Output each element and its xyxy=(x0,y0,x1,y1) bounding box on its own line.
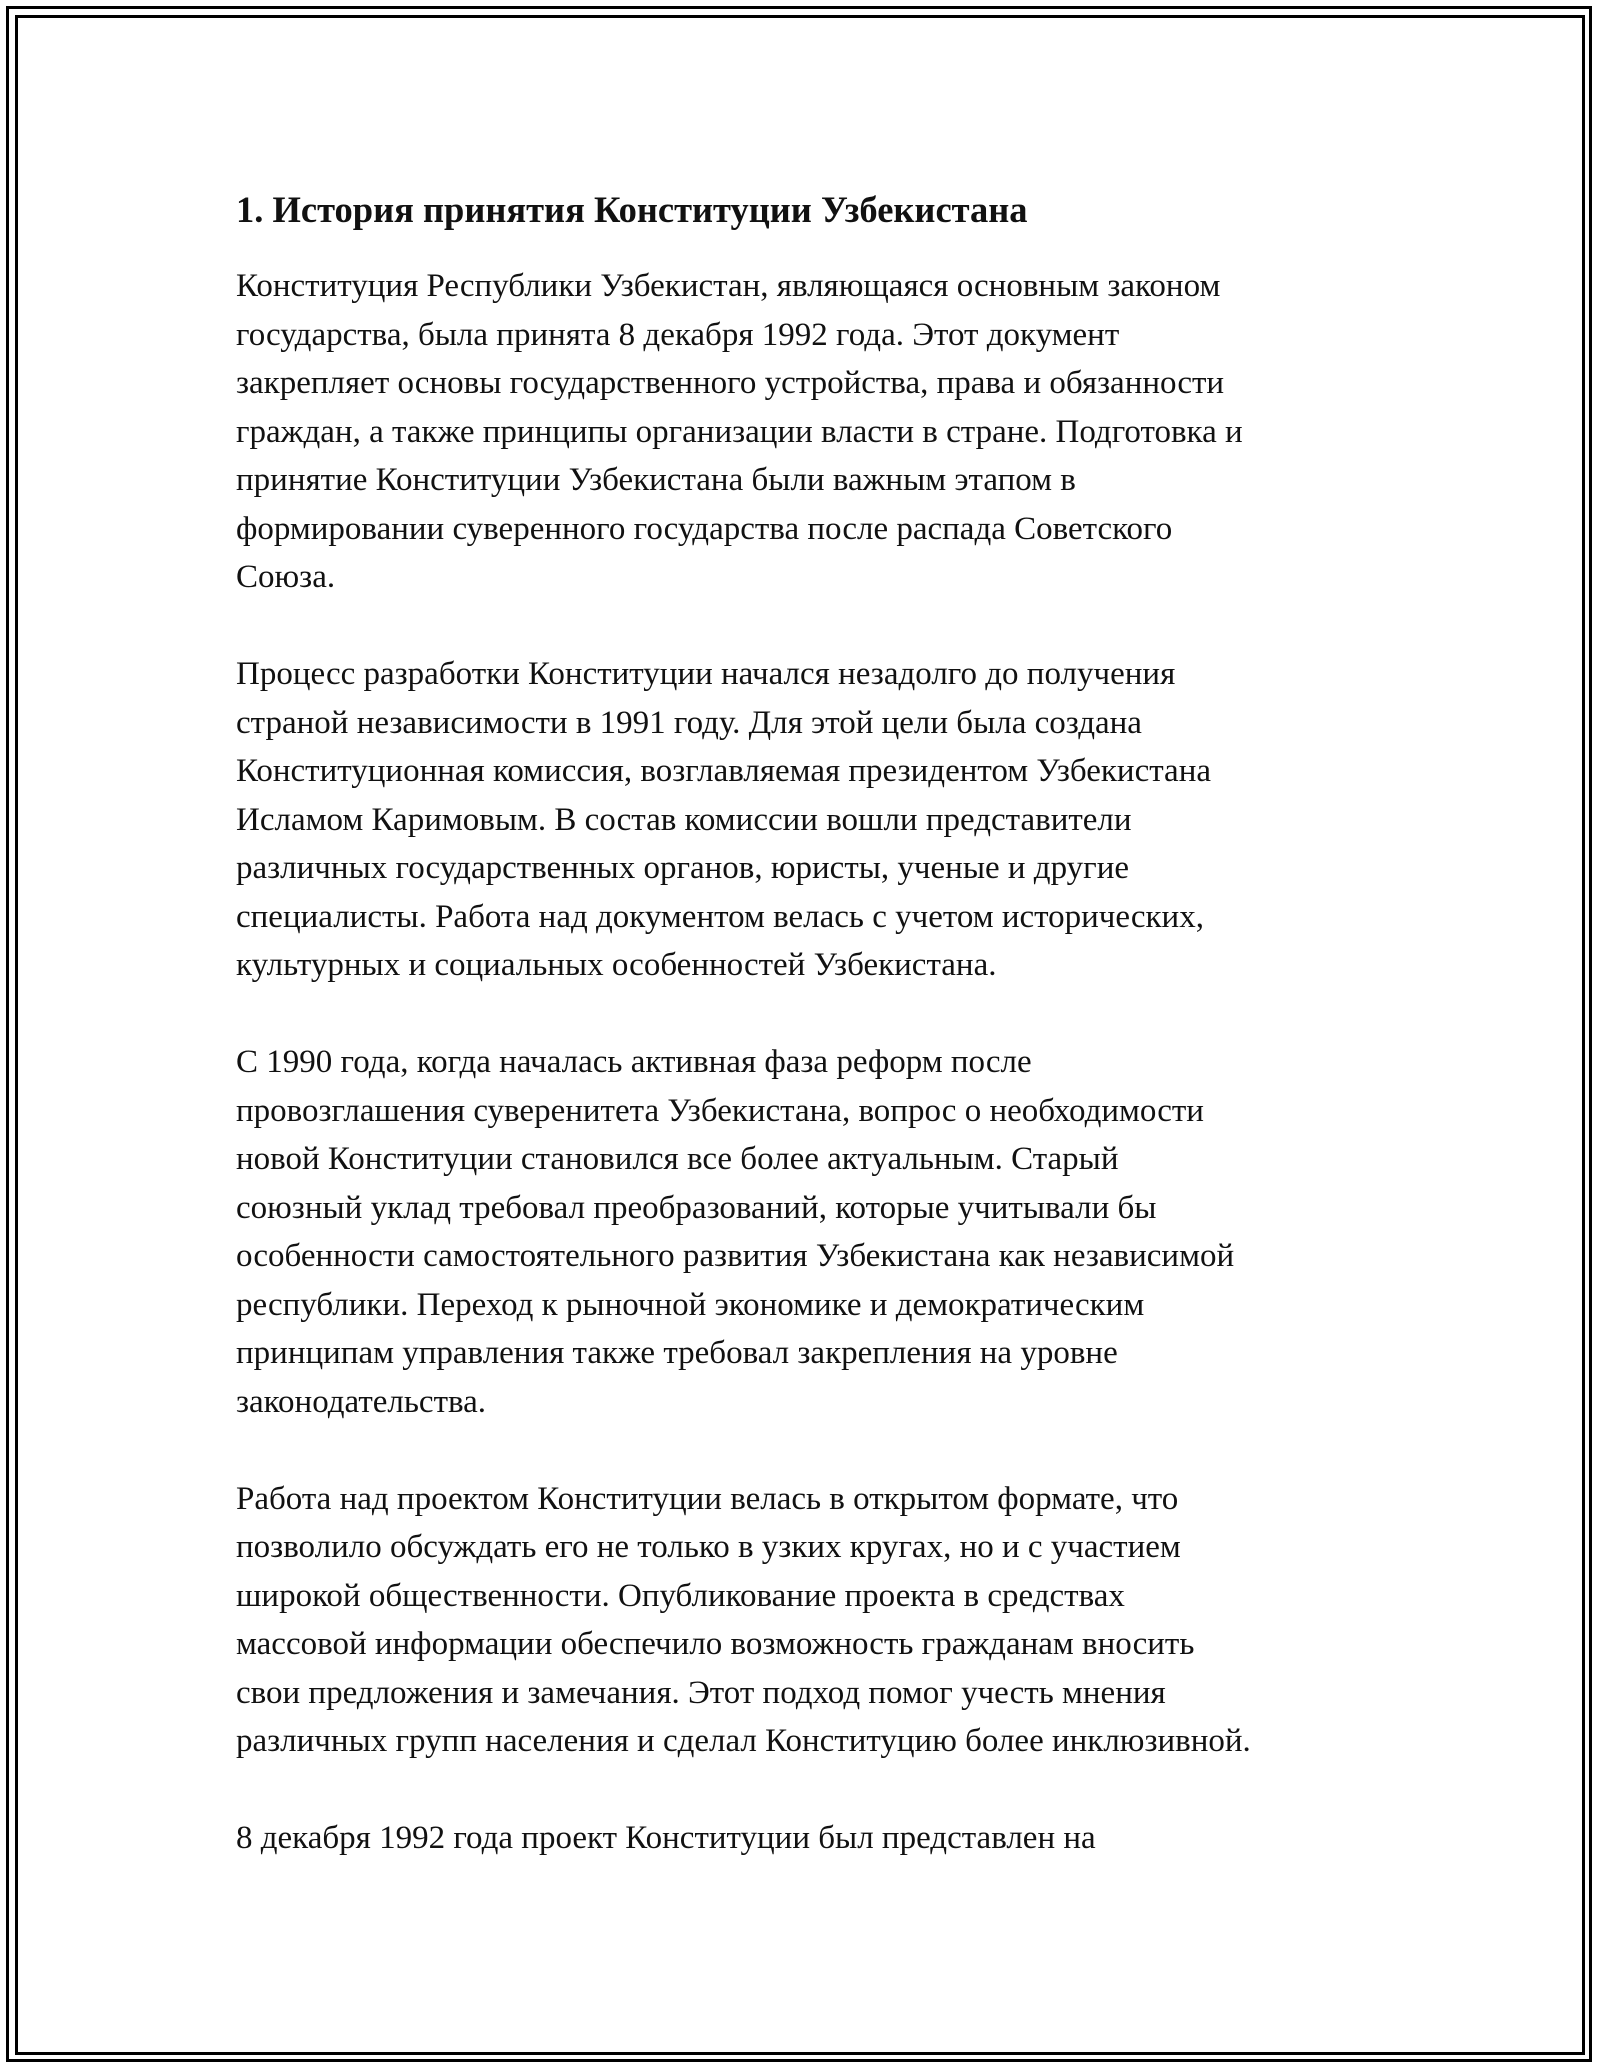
paragraph-3 xyxy=(236,1038,1386,1426)
text-line: 8 декабря 1992 года проект Конституции был представлен на xyxy=(236,1820,1096,1856)
text-line: специалисты. Работа над документом велась с учетом исторических, xyxy=(236,898,1204,935)
text-line: союзный уклад требовал преобразований, которые учитывали бы xyxy=(236,1189,1157,1226)
text-line: закрепляет основы государственного устройства, права и обязанности xyxy=(236,365,1225,401)
text-line: массовой информации обеспечило возможность гражданам вносить xyxy=(236,1626,1195,1662)
text-line: Конституция Республики Узбекистан, являющаяся основным законом xyxy=(236,268,1221,304)
text-line: позволило обсуждать его не только в узких кругах, но и с участием xyxy=(236,1529,1181,1565)
text-line: формировании суверенного государства после распада Советского xyxy=(236,510,1173,547)
text-line: республики. Переход к рыночной экономике и демократическим xyxy=(236,1286,1145,1323)
text-line: принципам управления также требовал закрепления на уровне xyxy=(236,1335,1118,1371)
text-line: различных государственных органов, юристы, ученые и другие xyxy=(236,850,1129,886)
text-line: принятие Конституции Узбекистана были важным этапом в xyxy=(236,462,1076,498)
section-heading: 1. История принятия Конституции Узбекистана xyxy=(236,189,1028,230)
text-line: Союза. xyxy=(236,559,336,595)
text-line: Исламом Каримовым. В состав комиссии вошли представители xyxy=(236,801,1132,838)
text-line: законодательства. xyxy=(236,1383,487,1420)
text-line: особенности самостоятельного развития Узбекистана как независимой xyxy=(236,1238,1235,1274)
text-line: С 1990 года, когда началась активная фаза реформ после xyxy=(236,1044,1032,1080)
text-line: широкой общественности. Опубликование проекта в средствах xyxy=(236,1577,1125,1614)
text-line: граждан, а также принципы организации власти в стране. Подготовка и xyxy=(236,413,1243,450)
document-body xyxy=(236,186,1386,1911)
paragraph-1 xyxy=(236,262,1386,602)
text-line: новой Конституции становился все более актуальным. Старый xyxy=(236,1141,1119,1177)
paragraph-2 xyxy=(236,650,1386,990)
text-line: Работа над проектом Конституции велась в открытом формате, что xyxy=(236,1480,1179,1517)
text-line: провозглашения суверенитета Узбекистана, вопрос о необходимости xyxy=(236,1092,1204,1129)
text-line: Конституционная комиссия, возглавляемая президентом Узбекистана xyxy=(236,753,1212,789)
paragraph-5 xyxy=(236,1814,1386,1863)
paragraph-4 xyxy=(236,1475,1386,1766)
text-line: Процесс разработки Конституции начался незадолго до получения xyxy=(236,656,1176,692)
text-line: культурных и социальных особенностей Узбекистана. xyxy=(236,947,997,983)
text-line: страной независимости в 1991 году. Для этой цели была создана xyxy=(236,704,1142,741)
text-line: государства, была принята 8 декабря 1992 года. Этот документ xyxy=(236,316,1120,353)
text-line: различных групп населения и сделал Конституцию более инклюзивной. xyxy=(236,1723,1251,1759)
text-line: свои предложения и замечания. Этот подход помог учесть мнения xyxy=(236,1674,1166,1711)
